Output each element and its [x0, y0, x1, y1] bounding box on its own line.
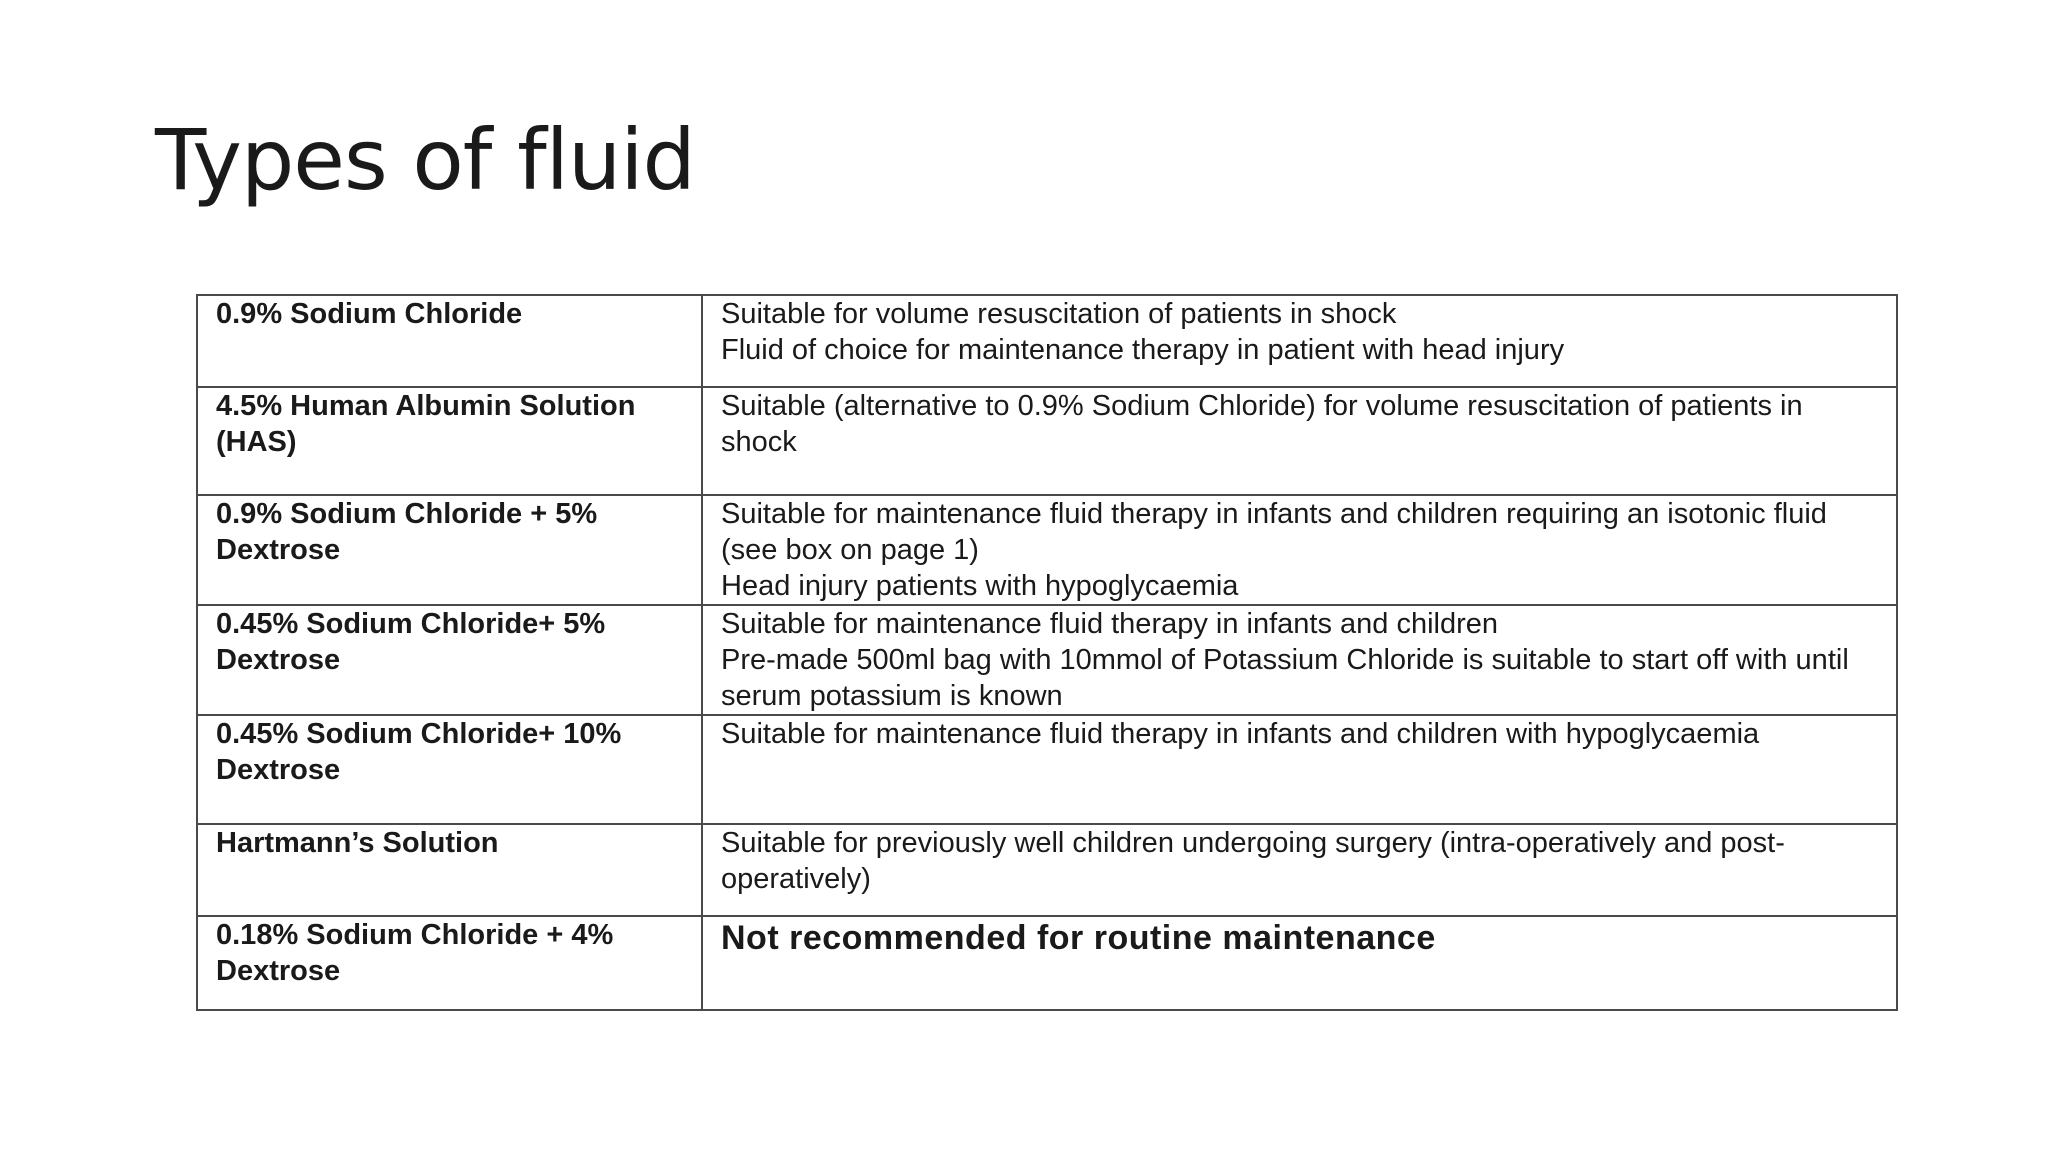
- description-line: Suitable for volume resuscitation of patients in shock: [721, 298, 1397, 330]
- description-line: Suitable for previously well children undergoing surgery (intra-operatively and post-operatively): [721, 827, 1785, 895]
- fluid-name: 0.9% Sodium Chloride: [197, 295, 702, 387]
- fluid-description: [702, 605, 1897, 715]
- fluid-description: [702, 295, 1897, 387]
- not-recommended-note: Not recommended for routine maintenance: [721, 919, 1436, 957]
- table-row: [197, 916, 1897, 1010]
- fluid-name: 0.9% Sodium Chloride + 5% Dextrose: [197, 495, 702, 605]
- table-row: [197, 387, 1897, 495]
- description-line: Suitable (alternative to 0.9% Sodium Chloride) for volume resuscitation of patients in shock: [721, 390, 1803, 458]
- fluid-name: Hartmann’s Solution: [197, 824, 702, 916]
- slide-title: Types of fluid: [155, 111, 695, 209]
- table-row: [197, 495, 1897, 605]
- description-line: Pre-made 500ml bag with 10mmol of Potassium Chloride is suitable to start off with until serum potassium is known: [721, 644, 1849, 712]
- fluid-description: [702, 916, 1897, 1010]
- fluid-name: 0.45% Sodium Chloride+ 10% Dextrose: [197, 715, 702, 824]
- description-line: Suitable for maintenance fluid therapy in infants and children requiring an isotonic fluid (see box on page 1): [721, 498, 1827, 566]
- table-row: [197, 295, 1897, 387]
- fluid-name: 4.5% Human Albumin Solution (HAS): [197, 387, 702, 495]
- table-row: [197, 605, 1897, 715]
- description-line: Suitable for maintenance fluid therapy in infants and children with hypoglycaemia: [721, 718, 1760, 750]
- fluid-name: 0.18% Sodium Chloride + 4% Dextrose: [197, 916, 702, 1010]
- fluid-description: [702, 824, 1897, 916]
- table-row: [197, 824, 1897, 916]
- table-row: [197, 715, 1897, 824]
- description-line: Suitable for maintenance fluid therapy in infants and children: [721, 608, 1499, 640]
- description-line: Head injury patients with hypoglycaemia: [721, 570, 1239, 602]
- fluid-description: [702, 387, 1897, 495]
- fluid-types-table: [196, 294, 1898, 1011]
- fluid-name: 0.45% Sodium Chloride+ 5% Dextrose: [197, 605, 702, 715]
- description-line: Fluid of choice for maintenance therapy in patient with head injury: [721, 334, 1565, 366]
- fluid-description: [702, 495, 1897, 605]
- fluid-description: [702, 715, 1897, 824]
